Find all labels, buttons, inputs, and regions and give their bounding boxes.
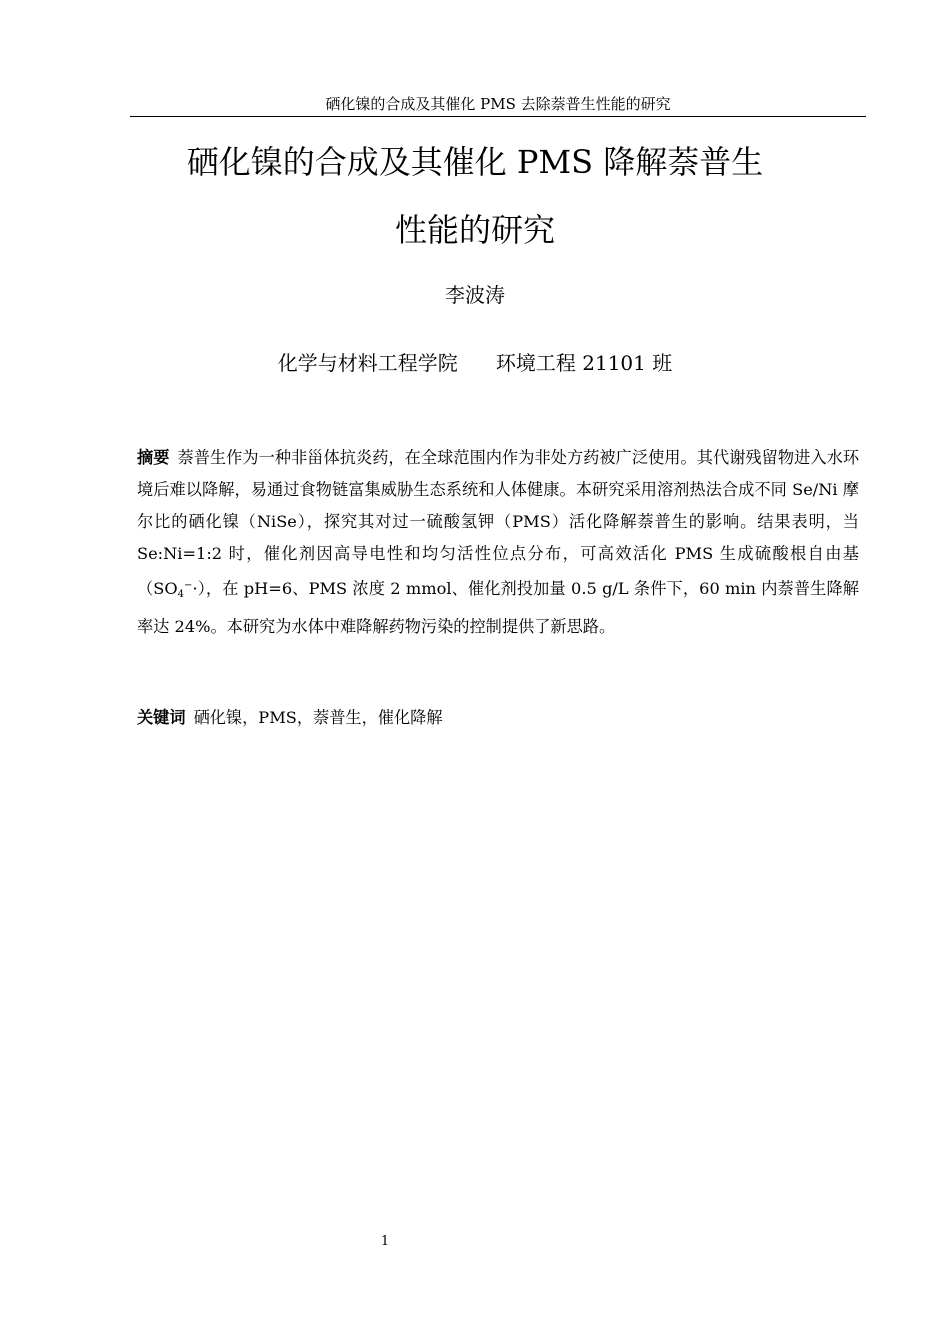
abstract (137, 442, 859, 643)
class-name: 环境工程 21101 班 (495, 351, 673, 375)
affiliation (0, 348, 950, 378)
college-name: 化学与材料工程学院 (277, 351, 458, 375)
title-line-1: 硒化镍的合成及其催化 PMS 降解萘普生 (186, 143, 764, 181)
title-line-2: 性能的研究 (394, 211, 555, 249)
page-number: 1 (380, 1234, 390, 1249)
author-name: 李波涛 (445, 283, 505, 307)
abstract-label: 摘要 (137, 448, 170, 467)
abstract-text-part2: ·），在 pH=6、PMS 浓度 2 mmol、催化剂投加量 0.5 g/L 条件下，60 min 内萘普生降解率达 24%。本研究为水体中难降解药物污染的控制提供了新思路。 (137, 579, 859, 636)
abstract-text-part1: 萘普生作为一种非甾体抗炎药，在全球范围内作为非处方药被广泛使用。其代谢残留物进入水环境后难以降解，易通过食物链富集威胁生态系统和人体健康。本研究采用溶剂热法合成不同 Se/Ni 摩尔比的硒化镍（NiSe），探究其对过一硫酸氢钾（PMS）活化降解萘普生的影响。结果表明，当 Se:Ni=1:2 时，催化剂因高导电性和均匀活性位点分布，可高效活化 PMS 生成硫酸根自由基（SO (137, 448, 860, 598)
keywords-text: 硒化镍，PMS，萘普生，催化降解 (193, 708, 443, 727)
subscript: 4 (177, 589, 185, 600)
keywords-label: 关键词 (137, 708, 186, 727)
keywords (137, 702, 859, 734)
superscript: − (184, 580, 193, 591)
running-header: 硒化镍的合成及其催化 PMS 去除萘普生性能的研究 (130, 92, 866, 117)
